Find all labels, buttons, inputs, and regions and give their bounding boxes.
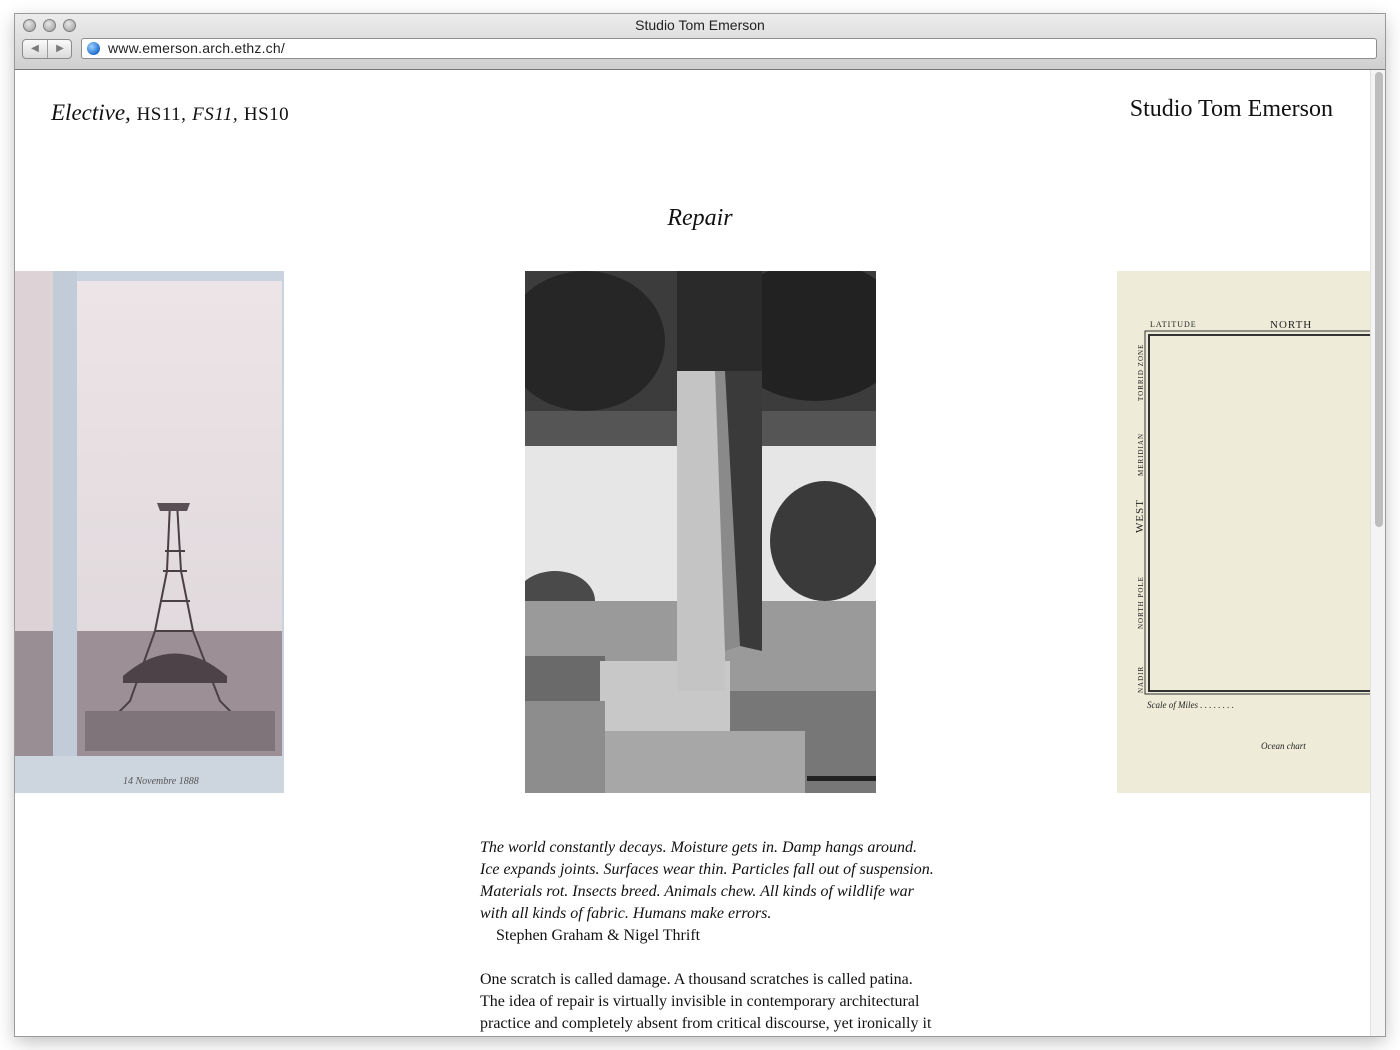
chart-west-label: WEST: [1134, 499, 1146, 533]
chart-torrid-label: TORRID ZONE: [1137, 343, 1145, 401]
chart-meridian-label: MERIDIAN: [1137, 433, 1145, 476]
nav-elective[interactable]: Elective,: [51, 100, 131, 125]
course-nav: [51, 100, 289, 126]
vertical-scrollbar[interactable]: [1370, 70, 1385, 1036]
quote-line: The world constantly decays. Moisture gets in. Damp hangs around.: [480, 839, 918, 856]
nav-hs10[interactable]: HS10: [243, 104, 290, 125]
nav-fs11[interactable]: FS11,: [192, 104, 239, 125]
quote: [480, 837, 940, 925]
title-bar: [15, 14, 1385, 70]
back-button[interactable]: ◀: [23, 40, 48, 58]
scrollbar-thumb[interactable]: [1375, 72, 1383, 527]
address-bar[interactable]: [81, 38, 1377, 59]
article-text: [480, 837, 940, 1035]
url-text[interactable]: www.emerson.arch.ethz.ch/: [108, 40, 285, 56]
chart-latitude-label: LATITUDE: [1150, 320, 1197, 329]
chart-scale-label: Scale of Miles . . . . . . . .: [1147, 700, 1234, 710]
timber-joint-photo[interactable]: [525, 271, 876, 793]
page-title: Repair: [667, 205, 733, 231]
forward-button[interactable]: ▶: [56, 43, 64, 54]
quote-line: with all kinds of fabric. Humans make errors.: [480, 905, 772, 922]
chart-ocean-label: Ocean chart: [1261, 741, 1306, 751]
quote-line: Materials rot. Insects breed. Animals chew. All kinds of wildlife war: [480, 883, 914, 900]
site-title[interactable]: Studio Tom Emerson: [1129, 96, 1333, 122]
chart-nadir-label: NADIR: [1137, 665, 1145, 693]
chart-north-pole-label: NORTH POLE: [1137, 576, 1145, 629]
nav-buttons: [22, 39, 72, 59]
chart-north-label: NORTH: [1270, 319, 1313, 331]
ocean-chart-image[interactable]: [1117, 271, 1370, 793]
browser-window: [15, 14, 1385, 1036]
nav-hs11[interactable]: HS11,: [136, 104, 187, 125]
page-content: [15, 70, 1370, 1036]
globe-icon: [87, 42, 100, 55]
paragraph-line: practice and completely absent from critical discourse, yet ironically it: [480, 1015, 932, 1032]
quote-citation: Stephen Graham & Nigel Thrift: [496, 927, 701, 944]
paragraph-line: The idea of repair is virtually invisible in contemporary architectural: [480, 993, 920, 1010]
eiffel-caption: 14 Novembre 1888: [123, 776, 199, 787]
paragraph-line: One scratch is called damage. A thousand scratches is called patina.: [480, 971, 913, 988]
eiffel-tower-photo[interactable]: [15, 271, 284, 793]
body-paragraph: [480, 969, 940, 1035]
quote-line: Ice expands joints. Surfaces wear thin. Particles fall out of suspension.: [480, 861, 934, 878]
window-title: Studio Tom Emerson: [635, 17, 765, 33]
